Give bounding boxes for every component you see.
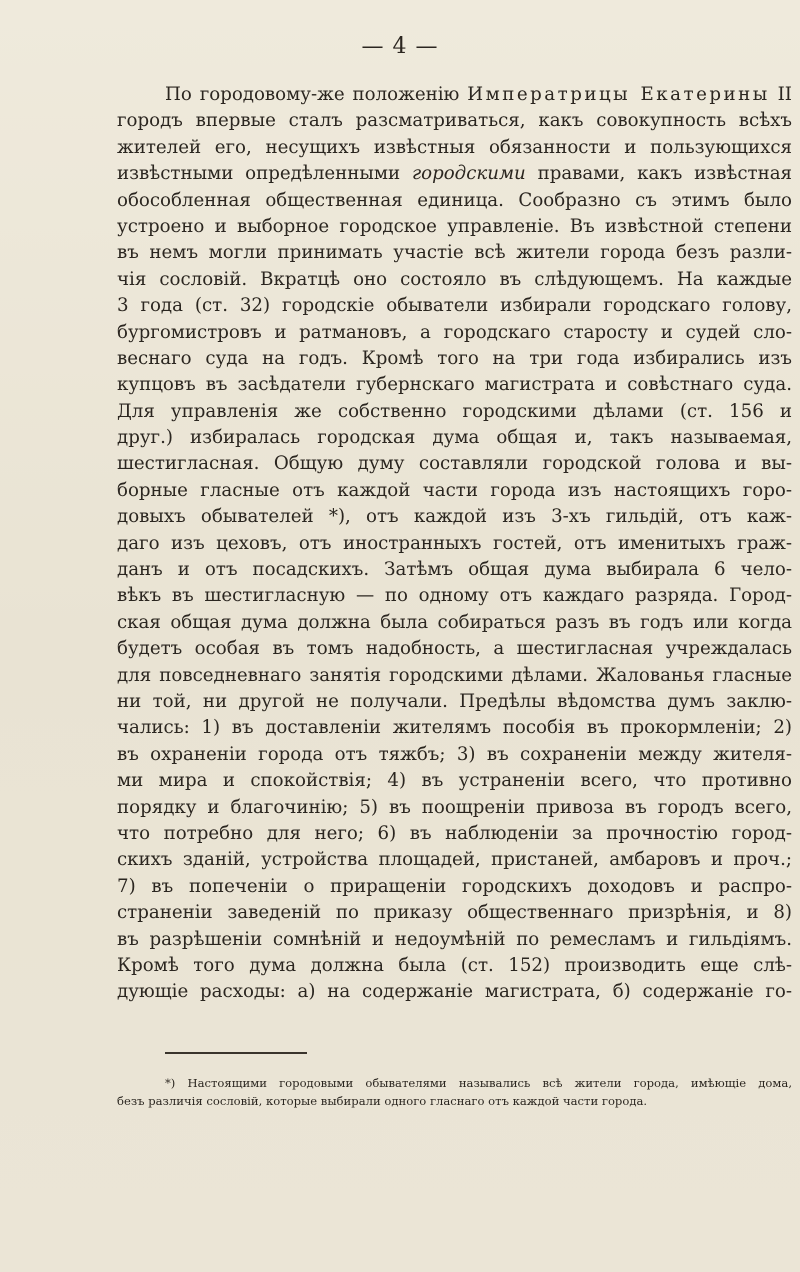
footnote-line: *) Настоящими городовыми обывателями назывались всѣ жители города, имѣющіе дома, (165, 1076, 792, 1090)
text-run: правами, какъ извѣстная (525, 163, 792, 185)
text-line: бургомистровъ и ратмановъ, а городскаго старосту и судей сло- (117, 321, 792, 343)
text-line: Кромѣ того дума должна была (ст. 152) производить еще слѣ- (117, 954, 792, 976)
text-line: довыхъ обывателей *), отъ каждой изъ 3-хъ гильдій, отъ каж- (117, 506, 792, 528)
text-line: шестигласная. Общую думу составляли городской голова и вы- (117, 453, 792, 475)
text-line: городъ впервые сталъ разсматриваться, какъ совокупность всѣхъ (117, 110, 792, 132)
text-line: дующіе расходы: а) на содержаніе магистрата, б) содержаніе го- (117, 981, 792, 1003)
letterspaced-run: Императрицы Екатерины (467, 84, 770, 105)
text-line: въ охраненіи города отъ тяжбъ; 3) въ сохраненіи между жителя- (117, 743, 792, 765)
text-run: извѣстными опредѣленными (117, 163, 412, 185)
text-line: въ разрѣшеніи сомнѣній и недоумѣній по ремесламъ и гильдіямъ. (117, 928, 792, 950)
body-text (117, 82, 792, 1006)
footnote (117, 1074, 792, 1110)
text-line: купцовъ въ засѣдатели губернскаго магистрата и совѣстнаго суда. (117, 374, 792, 396)
text-line: ми мира и спокойствія; 4) въ устраненіи всего, что противно (117, 770, 792, 792)
page-number: — 4 — (361, 34, 439, 59)
text-line: веснаго суда на годъ. Кромѣ того на три года избирались изъ (117, 347, 792, 369)
text-line: чія сословій. Вкратцѣ оно состояло въ слѣдующемъ. На каждые (117, 268, 792, 290)
text-line: Для управленія же собственно городскими дѣлами (ст. 156 и (117, 400, 792, 422)
text-run: II (769, 84, 792, 105)
text-line: ни той, ни другой не получали. Предѣлы вѣдомства думъ заклю- (117, 690, 792, 712)
text-line: страненіи заведеній по приказу общественнаго призрѣнія, и 8) (117, 902, 792, 924)
text-line (117, 82, 792, 108)
text-line (117, 161, 792, 187)
text-line: будетъ особая въ томъ надобность, а шестигласная учреждалась (117, 638, 792, 660)
text-line: скихъ зданій, устройства площадей, пристаней, амбаровъ и проч.; (117, 849, 792, 871)
text-line: чались: 1) въ доставленіи жителямъ пособія въ прокормленіи; 2) (117, 717, 792, 739)
text-line: вѣкъ въ шестигласную — по одному отъ каждаго разряда. Город- (117, 585, 792, 607)
text-line: борные гласные отъ каждой части города изъ настоящихъ горо- (117, 479, 792, 501)
text-run: По городовому-же положенію (165, 84, 468, 105)
text-line: обособленная общественная единица. Сообразно съ этимъ было (117, 189, 792, 211)
text-line: что потребно для него; 6) въ наблюденіи за прочностію город- (117, 822, 792, 844)
text-line: ская общая дума должна была собираться разъ въ годъ или когда (117, 611, 792, 633)
text-line: устроено и выборное городское управленіе. Въ извѣстной степени (117, 215, 792, 237)
footnote-rule (165, 1052, 307, 1054)
text-line: 3 года (ст. 32) городскіе обыватели избирали городскаго голову, (117, 295, 792, 317)
text-line: даго изъ цеховъ, отъ иностранныхъ гостей, отъ именитыхъ граж- (117, 532, 792, 554)
text-line: жителей его, несущихъ извѣстныя обязанности и пользующихся (117, 136, 792, 158)
text-line: для повседневнаго занятія городскими дѣлами. Жалованья гласные (117, 664, 792, 686)
italic-run: городскими (411, 163, 526, 185)
text-line: въ немъ могли принимать участіе всѣ жители города безъ разли- (117, 242, 792, 264)
footnote-line: безъ различія сословій, которые выбирали одного гласнаго отъ каждой части города. (117, 1094, 648, 1108)
text-line: друг.) избиралась городская дума общая и, такъ называемая, (117, 427, 792, 449)
text-line: данъ и отъ посадскихъ. Затѣмъ общая дума выбирала 6 чело- (117, 559, 792, 581)
text-line: порядку и благочинію; 5) въ поощреніи привоза въ городъ всего, (117, 796, 792, 818)
text-line: 7) въ попеченіи о приращеніи городскихъ доходовъ и распро- (117, 875, 792, 897)
